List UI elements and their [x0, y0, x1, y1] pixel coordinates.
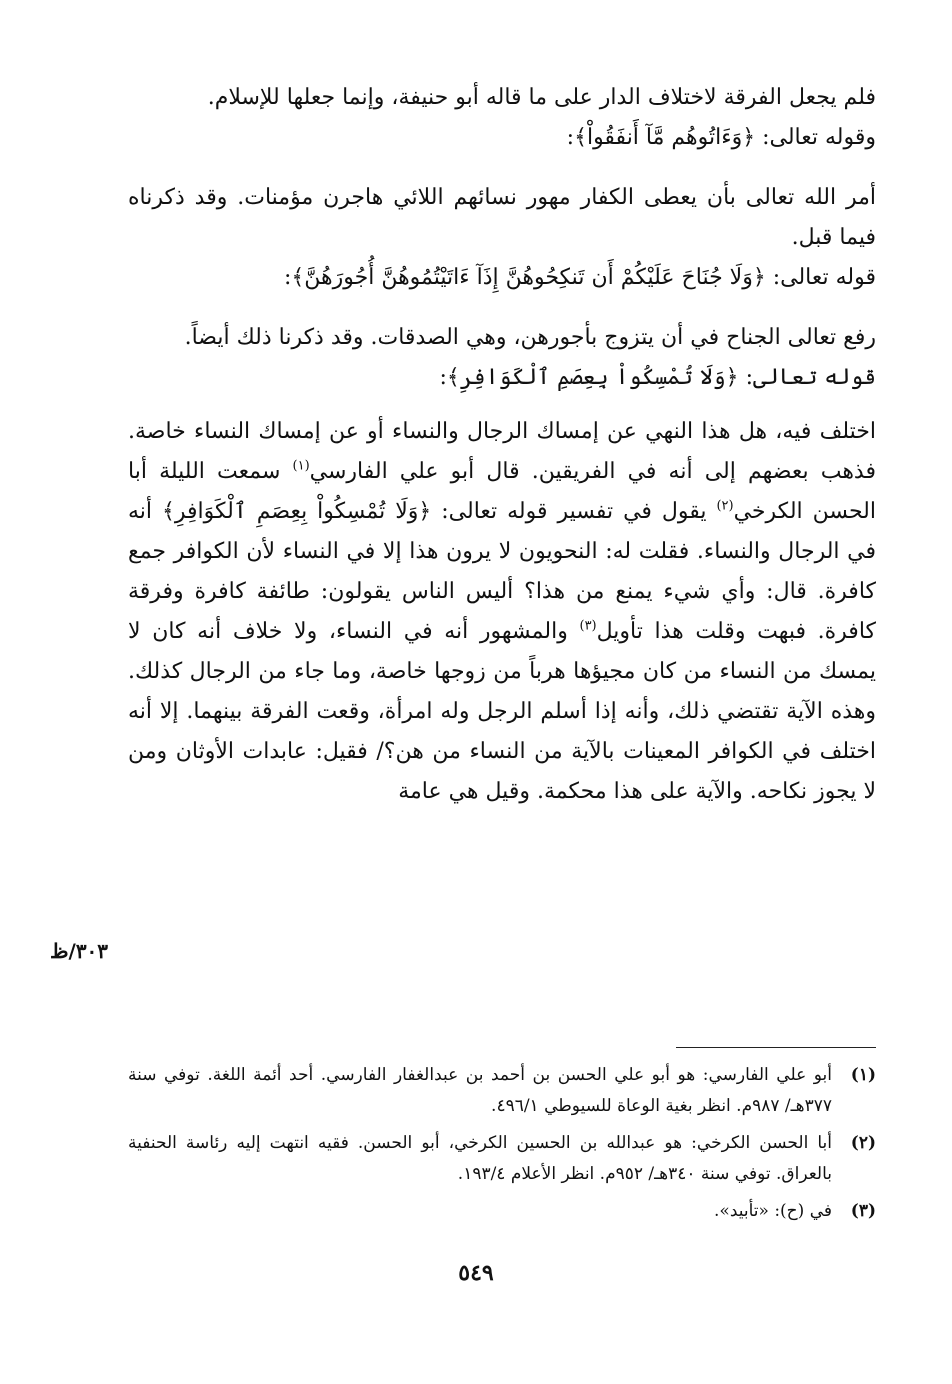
footnote-text: أبو علي الفارسي: هو أبو علي الحسن بن أحمد بن عبدالغفار الفارسي. أحد أئمة اللغة. توفي سنة ٣٧٧هـ/ ٩٨٧م. انظر بغية الوعاة للسيوطي ٤٩٦/١.	[128, 1065, 832, 1116]
verse-colon: :	[439, 365, 447, 390]
footnote-item	[128, 1196, 876, 1227]
page-number: ٥٤٩	[458, 1260, 494, 1286]
paragraph-1: فلم يجعل الفرقة لاختلاف الدار على ما قاله أبو حنيفة، وإنما جعلها للإسلام.	[207, 85, 876, 110]
footnote-text: في (ح): «تأبيد».	[714, 1201, 832, 1221]
verse-line-1	[128, 118, 876, 158]
footnote-ref-1[interactable]: (١)	[292, 458, 310, 474]
paragraph-text: أنه في الرجال والنساء. فقلت له: النحويون لا يرون هذا إلا في النساء لأن الكوافر جمع كافرة. قال: وأي شيء يمنع من هذا؟ أليس الناس يقولون: طائفة كافرة وفرقة كافرة. فبهت وقلت هذا تأويل	[128, 499, 876, 644]
verse-colon: :	[283, 265, 292, 290]
footnote-number: (٣)	[850, 1201, 876, 1221]
footnote-item	[128, 1128, 876, 1190]
paragraph-text: يقول في تفسير قوله تعالى:	[431, 499, 717, 524]
paragraph-text: والمشهور أنه في النساء، ولا خلاف أنه كان لا يمسك من النساء من كان مجيؤها هرباً من زوجها خاصة، وما جاء من الرجال كذلك. وهذه الآية تقتضي ذلك، وأنه إذا أسلم الرجل وله امرأة، وقعت الفرقة بينهما. إلا أنه اختلف في الكوافر المعينات بالآية من النساء من هن؟/ فقيل: عابدات الأوثان ومن لا يجوز نكاحه. والآية على هذا محكمة. وقيل هي عامة	[128, 619, 876, 804]
footnote-text: أبا الحسن الكرخي: هو عبدالله بن الحسين الكرخي، أبو الحسن. فقيه انتهت إليه رئاسة الحنفية بالعراق. توفي سنة ٣٤٠هـ/ ٩٥٢م. انظر الأعلام ١٩٣/٤.	[128, 1133, 832, 1184]
verse-intro: قوله تعالى:	[765, 265, 876, 290]
paragraph-text: سمعت الليلة أبا الحسن الكرخي	[128, 459, 876, 524]
paragraph-text: اختلف فيه، هل هذا النهي عن إمساك الرجال والنساء أو عن إمساك النساء خاصة. فذهب بعضهم إلى أنه في الفريقين. قال أبو علي الفارسي	[128, 419, 876, 484]
footnote-ref-3[interactable]: (٣)	[579, 618, 597, 634]
paragraph-3: رفع تعالى الجناح في أن يتزوج بأجورهن، وهي الصدقات. وقد ذكرنا ذلك أيضاً.	[184, 325, 876, 350]
footnote-number: (٢)	[850, 1133, 876, 1153]
footnote-divider	[676, 1047, 876, 1048]
verse-intro: قوله تعالى:	[738, 365, 876, 390]
quran-quote: ﴿وَلَا تُمْسِكُواْ بِعِصَمِ ٱلْكَوَافِرِ﴾	[446, 365, 739, 390]
main-text	[128, 78, 876, 812]
verse-line-2	[128, 258, 876, 298]
footnote-number: (١)	[850, 1065, 876, 1085]
footnote-item	[128, 1060, 876, 1122]
verse-intro: وقوله تعالى:	[755, 125, 876, 150]
footnotes	[128, 1060, 876, 1233]
paragraph-2: أمر الله تعالى بأن يعطى الكفار مهور نسائهم اللائي هاجرن مؤمنات. وقد ذكرناه فيما قبل.	[128, 185, 876, 250]
verse-line-3	[128, 358, 876, 398]
footnote-ref-2[interactable]: (٢)	[716, 498, 734, 514]
verse-colon: :	[566, 125, 575, 150]
paragraph-4	[128, 412, 876, 812]
quran-quote: ﴿وَلَا جُنَاحَ عَلَيْكُمْ أَن تَنكِحُوهُنَّ إِذَآ ءَاتَيْتُمُوهُنَّ أُجُورَهُنَّ﴾	[291, 265, 766, 290]
quran-quote: ﴿وَءَاتُوهُم مَّآ أَنفَقُواْ﴾	[574, 125, 756, 150]
quran-quote: ﴿وَلَا تُمْسِكُواْ بِعِصَمِ ٱلْكَوَافِرِ﴾	[162, 499, 432, 524]
manuscript-folio-marker: ٣٠٣/ظ	[50, 939, 109, 963]
